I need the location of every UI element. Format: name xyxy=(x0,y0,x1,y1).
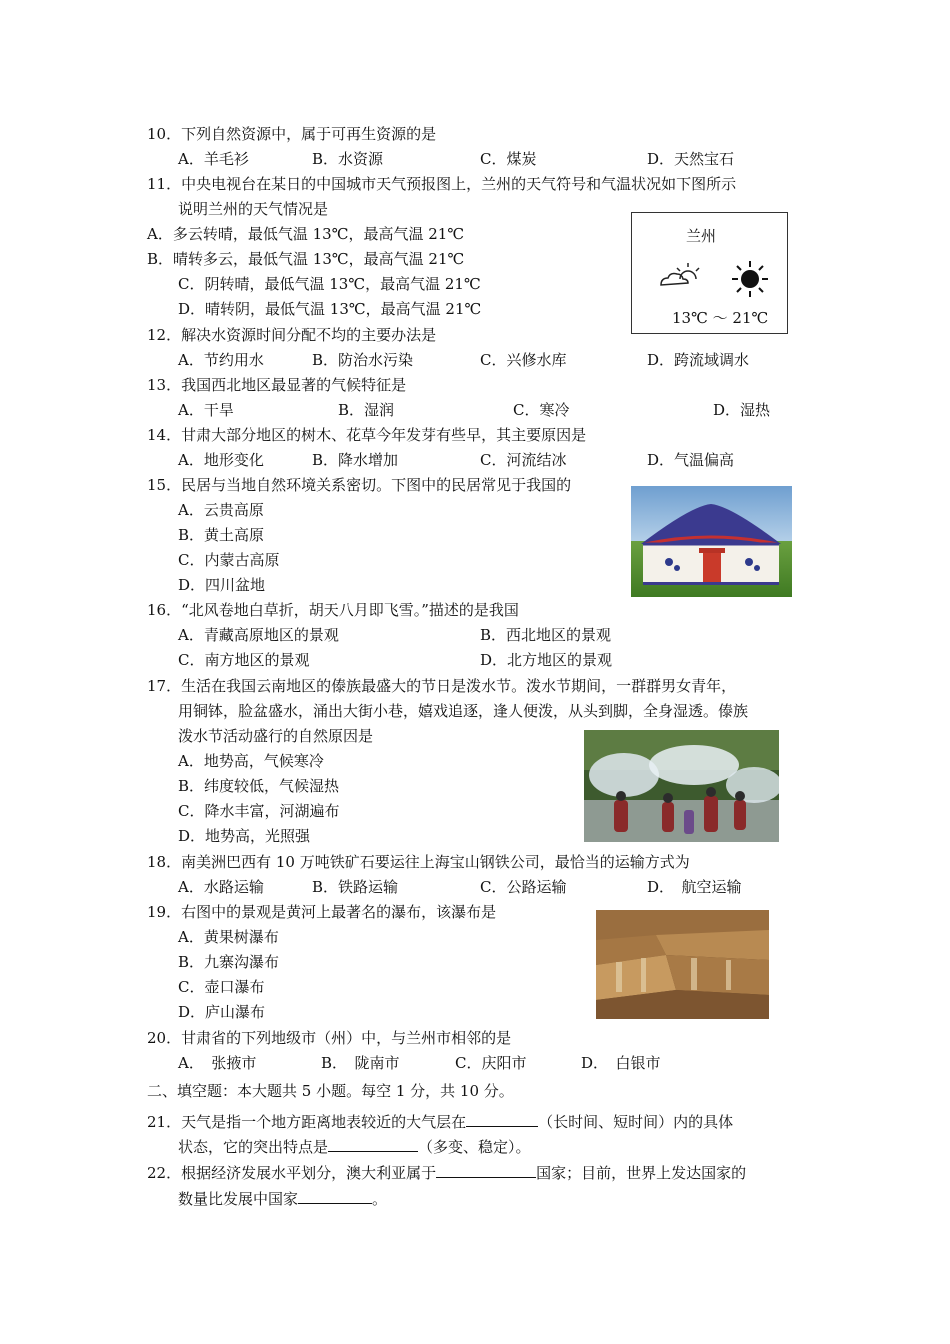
sunny-icon xyxy=(730,259,770,299)
q19-option-a: A．黄果树瀑布 xyxy=(178,928,279,946)
q13-option-d: D．湿热 xyxy=(713,401,771,419)
q18-option-b: B．铁路运输 xyxy=(312,878,399,896)
q15-stem: 15．民居与当地自然环境关系密切。下图中的民居常见于我国的 xyxy=(147,476,572,494)
q11-option-d: D．晴转阴，最低气温 13℃，最高气温 21℃ xyxy=(178,300,482,318)
q16-option-b: B．西北地区的景观 xyxy=(480,626,612,644)
q21-text-2: （长时间、短时间）内的具体 xyxy=(538,1113,734,1131)
q10-stem: 10．下列自然资源中，属于可再生资源的是 xyxy=(147,125,437,143)
yurt-photo xyxy=(631,486,792,597)
q11-stem-line1: 11．中央电视台在某日的中国城市天气预报图上，兰州的天气符号和气温状况如下图所示 xyxy=(147,175,737,193)
q19-option-d: D．庐山瀑布 xyxy=(178,1003,266,1021)
q15-option-b: B．黄土高原 xyxy=(178,526,265,544)
q17-stem-line2: 用铜钵，脸盆盛水，涌出大街小巷，嬉戏追逐，逢人便泼，从头到脚，全身湿透。傣族 xyxy=(178,702,749,720)
q11-option-a: A．多云转晴，最低气温 13℃，最高气温 21℃ xyxy=(147,225,465,243)
q10-option-c: C．煤炭 xyxy=(480,150,537,168)
water-splashing-festival-photo xyxy=(584,730,779,842)
q20-option-d: D． 白银市 xyxy=(581,1054,661,1072)
q16-option-d: D．北方地区的景观 xyxy=(480,651,613,669)
q18-stem: 18．南美洲巴西有 10 万吨铁矿石要运往上海宝山钢铁公司，最恰当的运输方式为 xyxy=(147,853,690,871)
section-2-heading: 二、填空题：本大题共 5 小题。每空 1 分，共 10 分。 xyxy=(147,1082,514,1100)
weather-temperature: 13℃ ～ 21℃ xyxy=(672,309,769,327)
weather-forecast-box xyxy=(631,212,788,334)
q12-stem: 12．解决水资源时间分配不均的主要办法是 xyxy=(147,326,437,344)
q18-option-c: C．公路运输 xyxy=(480,878,567,896)
q21-line1 xyxy=(147,1111,733,1132)
q18-option-a: A．水路运输 xyxy=(178,878,264,896)
q20-option-c: C．庆阳市 xyxy=(455,1054,527,1072)
q16-option-c: C．南方地区的景观 xyxy=(178,651,310,669)
partly-cloudy-icon xyxy=(658,261,702,291)
q10-option-a: A．羊毛衫 xyxy=(178,150,249,168)
q13-option-b: B．湿润 xyxy=(338,401,395,419)
q14-stem: 14．甘肃大部分地区的树木、花草今年发芽有些早，其主要原因是 xyxy=(147,426,587,444)
q12-option-d: D．跨流域调水 xyxy=(647,351,750,369)
q11-stem-line2: 说明兰州的天气情况是 xyxy=(178,200,329,218)
q10-option-d: D．天然宝石 xyxy=(647,150,735,168)
q22-line2 xyxy=(178,1188,387,1209)
q17-option-c: C．降水丰富，河湖遍布 xyxy=(178,802,340,820)
q12-option-b: B．防治水污染 xyxy=(312,351,414,369)
q15-option-c: C．内蒙古高原 xyxy=(178,551,280,569)
q19-option-b: B．九寨沟瀑布 xyxy=(178,953,280,971)
hukou-waterfall-photo xyxy=(596,910,769,1019)
weather-city: 兰州 xyxy=(686,227,717,245)
q16-option-a: A．青藏高原地区的景观 xyxy=(178,626,339,644)
q10-option-b: B．水资源 xyxy=(312,150,384,168)
q22-text-4: 。 xyxy=(372,1190,388,1208)
q20-option-b: B． 陇南市 xyxy=(321,1054,400,1072)
q14-option-b: B．降水增加 xyxy=(312,451,399,469)
q19-stem: 19．右图中的景观是黄河上最著名的瀑布，该瀑布是 xyxy=(147,903,497,921)
q22-text-1: 22．根据经济发展水平划分，澳大利亚属于 xyxy=(147,1164,437,1182)
q22-text-3: 数量比发展中国家 xyxy=(178,1190,299,1208)
q14-option-c: C．河流结冰 xyxy=(480,451,567,469)
q17-stem-line1: 17．生活在我国云南地区的傣族最盛大的节日是泼水节。泼水节期间，一群群男女青年， xyxy=(147,677,737,695)
q21-text-1: 21．天气是指一个地方距离地表较近的大气层在 xyxy=(147,1113,467,1131)
q15-option-a: A．云贵高原 xyxy=(178,501,264,519)
q22-blank-1[interactable] xyxy=(436,1162,536,1178)
q17-option-d: D．地势高，光照强 xyxy=(178,827,311,845)
q22-blank-2[interactable] xyxy=(298,1188,372,1204)
q16-stem: 16．“北风卷地白草折，胡天八月即飞雪。”描述的是我国 xyxy=(147,601,519,619)
q20-stem: 20．甘肃省的下列地级市（州）中，与兰州市相邻的是 xyxy=(147,1029,512,1047)
q22-line1 xyxy=(147,1162,746,1183)
q17-stem-line3: 泼水节活动盛行的自然原因是 xyxy=(178,727,374,745)
q17-option-a: A．地势高，气候寒冷 xyxy=(178,752,324,770)
q22-text-2: 国家；目前，世界上发达国家的 xyxy=(536,1164,747,1182)
q13-option-a: A．干旱 xyxy=(178,401,234,419)
q17-option-b: B．纬度较低，气候湿热 xyxy=(178,777,340,795)
q21-line2 xyxy=(178,1136,531,1157)
q21-blank-1[interactable] xyxy=(466,1111,538,1127)
q12-option-c: C．兴修水库 xyxy=(480,351,567,369)
q21-text-3: 状态，它的突出特点是 xyxy=(178,1138,329,1156)
q11-option-b: B．晴转多云，最低气温 13℃，最高气温 21℃ xyxy=(147,250,465,268)
q13-option-c: C．寒冷 xyxy=(513,401,570,419)
q14-option-a: A．地形变化 xyxy=(178,451,264,469)
q12-option-a: A．节约用水 xyxy=(178,351,264,369)
q21-blank-2[interactable] xyxy=(328,1136,418,1152)
q19-option-c: C．壶口瀑布 xyxy=(178,978,265,996)
q11-option-c: C．阴转晴，最低气温 13℃，最高气温 21℃ xyxy=(178,275,481,293)
q15-option-d: D．四川盆地 xyxy=(178,576,266,594)
q20-option-a: A． 张掖市 xyxy=(178,1054,257,1072)
q14-option-d: D．气温偏高 xyxy=(647,451,735,469)
q13-stem: 13．我国西北地区最显著的气候特征是 xyxy=(147,376,407,394)
q18-option-d: D． 航空运输 xyxy=(647,878,742,896)
q21-text-4: （多变、稳定）。 xyxy=(418,1138,531,1156)
